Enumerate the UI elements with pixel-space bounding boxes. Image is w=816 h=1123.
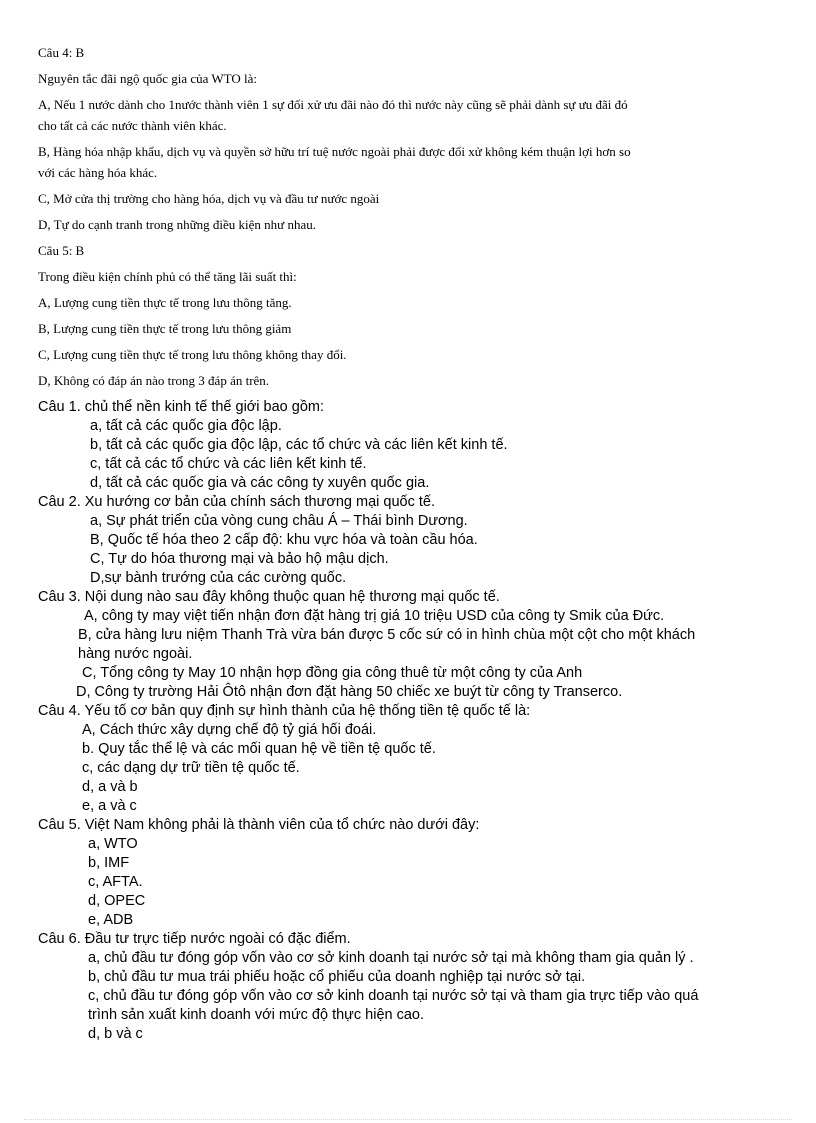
option-line: e, a và c xyxy=(82,798,137,814)
question-heading: Câu 1. chủ thể nền kinh tế thế giới bao gồm: xyxy=(38,399,324,415)
option-line: B, Lượng cung tiền thực tế trong lưu thông giảm xyxy=(38,321,292,336)
question-heading: Câu 5. Việt Nam không phải là thành viên của tổ chức nào dưới đây: xyxy=(38,817,480,833)
option-line: a, tất cả các quốc gia độc lập. xyxy=(90,418,282,434)
option-line: B, Quốc tế hóa theo 2 cấp độ: khu vực hóa và toàn cầu hóa. xyxy=(90,532,478,548)
option-line: A, Nếu 1 nước dành cho 1nước thành viên 1 sự đối xử ưu đãi nào đó thì nước này cũng sẽ phải dành sự ưu đãi đó xyxy=(38,97,628,112)
option-line: b, chủ đầu tư mua trái phiếu hoặc cổ phiếu của doanh nghiệp tại nước sở tại. xyxy=(88,969,586,985)
option-line: D, Tự do cạnh tranh trong những điều kiện như nhau. xyxy=(38,217,316,232)
question-text: Trong điều kiện chính phủ có thể tăng lãi suất thì: xyxy=(38,269,297,284)
option-line: B, Hàng hóa nhập khẩu, dịch vụ và quyền sở hữu trí tuệ nước ngoài phải được đối xử không kém thuận lợi hơn so xyxy=(38,144,631,159)
option-line: c, chủ đầu tư đóng góp vốn vào cơ sở kinh doanh tại nước sở tại và tham gia trực tiếp vào quá xyxy=(88,988,699,1004)
option-line: d, b và c xyxy=(88,1026,143,1042)
option-line: D,sự bành trướng của các cường quốc. xyxy=(90,570,347,586)
answer-header-q5: Câu 5: B xyxy=(38,243,85,258)
option-line: trình sản xuất kinh doanh với mức độ thực hiện cao. xyxy=(88,1007,425,1023)
option-line: A, Lượng cung tiền thực tế trong lưu thông tăng. xyxy=(38,295,292,310)
option-line: a, chủ đầu tư đóng góp vốn vào cơ sở kinh doanh tại nước sở tại mà không tham gia quản lý . xyxy=(88,950,694,966)
option-line: D, Không có đáp án nào trong 3 đáp án trên. xyxy=(38,373,270,388)
option-line: C, Mở cửa thị trường cho hàng hóa, dịch vụ và đầu tư nước ngoài xyxy=(38,191,380,206)
question-heading: Câu 6. Đầu tư trực tiếp nước ngoài có đặc điểm. xyxy=(38,931,351,947)
option-line: A, Cách thức xây dựng chế độ tỷ giá hối đoái. xyxy=(82,722,377,738)
answer-header-q4: Câu 4: B xyxy=(38,45,85,60)
option-line: C, Lượng cung tiền thực tế trong lưu thông không thay đổi. xyxy=(38,347,347,362)
option-line: với các hàng hóa khác. xyxy=(38,165,158,180)
question-heading: Câu 3. Nội dung nào sau đây không thuộc quan hệ thương mại quốc tế. xyxy=(38,589,500,605)
page-bottom-divider xyxy=(24,1119,792,1120)
question-heading: Câu 4. Yếu tố cơ bản quy định sự hình thành của hệ thống tiền tệ quốc tế là: xyxy=(38,703,531,719)
option-line: B, cửa hàng lưu niệm Thanh Trà vừa bán được 5 cốc sứ có in hình chùa một cột cho một khách xyxy=(78,627,696,643)
question-text: Nguyên tắc đãi ngộ quốc gia của WTO là: xyxy=(38,71,258,86)
option-line: d, tất cả các quốc gia và các công ty xuyên quốc gia. xyxy=(90,475,430,491)
option-line: c, AFTA. xyxy=(88,874,143,890)
option-line: A, công ty may việt tiến nhận đơn đặt hàng trị giá 10 triệu USD của công ty Smik của Đức. xyxy=(84,608,665,624)
option-line: b, tất cả các quốc gia độc lập, các tổ chức và các liên kết kinh tế. xyxy=(90,437,508,453)
option-line: C, Tổng công ty May 10 nhận hợp đồng gia công thuê từ một công ty của Anh xyxy=(82,665,583,681)
option-line: b. Quy tắc thể lệ và các mối quan hệ về tiền tệ quốc tế. xyxy=(82,741,436,757)
question-heading: Câu 2. Xu hướng cơ bản của chính sách thương mại quốc tế. xyxy=(38,494,435,510)
option-line: c, tất cả các tổ chức và các liên kết kinh tế. xyxy=(90,456,367,472)
option-line: d, OPEC xyxy=(88,893,146,909)
option-line: hàng nước ngoài. xyxy=(78,646,193,662)
option-line: e, ADB xyxy=(88,912,134,928)
option-line: a, Sự phát triển của vòng cung châu Á – Thái bình Dương. xyxy=(90,513,468,529)
option-line: c, các dạng dự trữ tiền tệ quốc tế. xyxy=(82,760,300,776)
option-line: d, a và b xyxy=(82,779,138,795)
option-line: D, Công ty trường Hải Ôtô nhận đơn đặt hàng 50 chiếc xe buýt từ công ty Transerco. xyxy=(76,684,623,700)
option-line: cho tất cả các nước thành viên khác. xyxy=(38,118,227,133)
option-line: b, IMF xyxy=(88,855,130,871)
option-line: a, WTO xyxy=(88,836,138,852)
option-line: C, Tự do hóa thương mại và bảo hộ mậu dịch. xyxy=(90,551,389,567)
